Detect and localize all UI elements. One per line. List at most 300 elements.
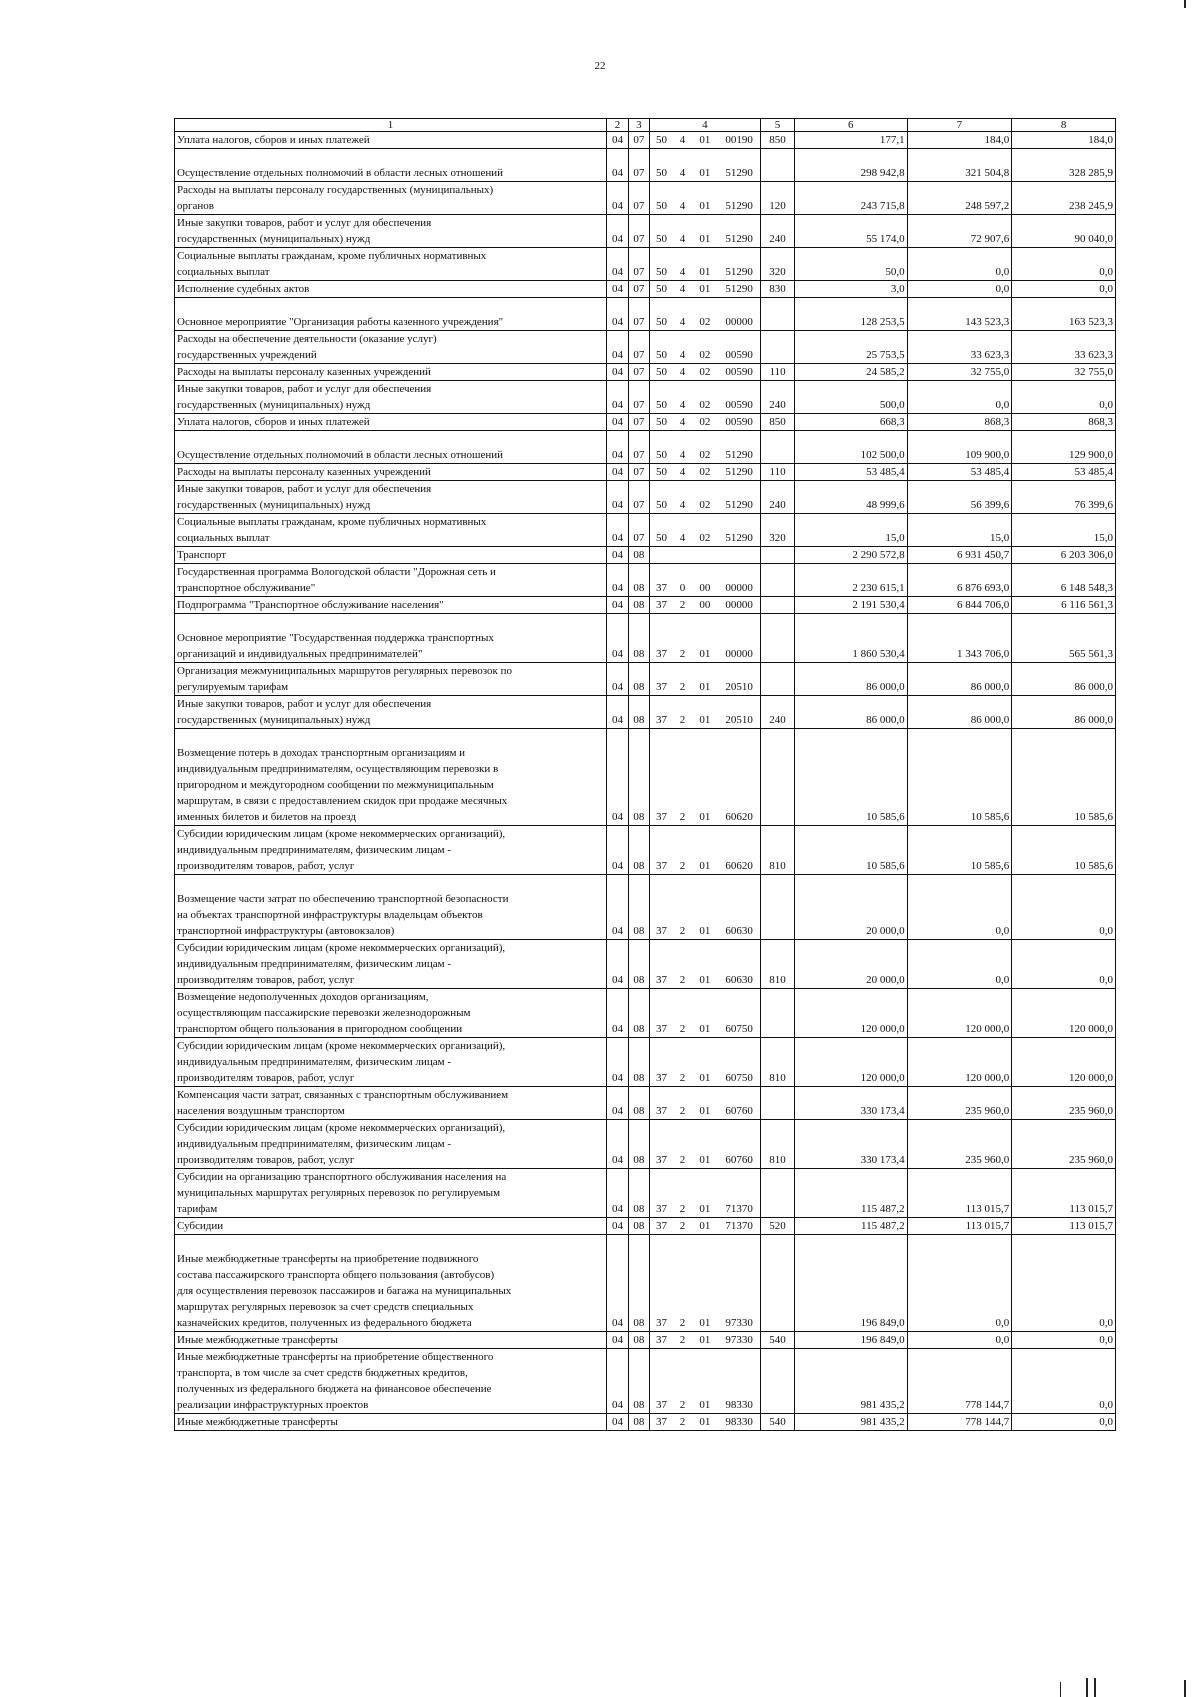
header-col-7: 7 bbox=[907, 119, 1012, 132]
section-code: 08 bbox=[629, 564, 649, 597]
amount-col-7: 113 015,7 bbox=[907, 1218, 1012, 1235]
direction-code: 60750 bbox=[718, 989, 761, 1038]
ministry-code: 04 bbox=[606, 364, 628, 381]
section-code: 08 bbox=[629, 1332, 649, 1349]
expense-name: Возмещение потерь в доходах транспортным организациям и индивидуальным предпринимателям, осуществляющим перевозки в пригородном и междугородном сообщении по межмуниципальным маршрутам, в связи с предоставлением скидок при продаже месячных именных билетов и билетов на проезд bbox=[175, 729, 607, 826]
subprogram-code: 4 bbox=[673, 182, 691, 215]
section-code: 07 bbox=[629, 364, 649, 381]
amount-col-8: 0,0 bbox=[1012, 940, 1116, 989]
amount-col-6: 120 000,0 bbox=[794, 1038, 907, 1087]
section-code: 07 bbox=[629, 331, 649, 364]
amount-col-7: 0,0 bbox=[907, 1235, 1012, 1332]
amount-col-7: 778 144,7 bbox=[907, 1349, 1012, 1414]
subprogram-code: 4 bbox=[673, 364, 691, 381]
amount-col-6: 500,0 bbox=[794, 381, 907, 414]
section-code: 07 bbox=[629, 481, 649, 514]
amount-col-6: 55 174,0 bbox=[794, 215, 907, 248]
program-code: 50 bbox=[649, 132, 673, 149]
table-row bbox=[175, 1349, 1116, 1414]
event-code: 01 bbox=[692, 1218, 718, 1235]
table-row bbox=[175, 464, 1116, 481]
program-code: 37 bbox=[649, 1218, 673, 1235]
section-code: 08 bbox=[629, 989, 649, 1038]
section-code: 08 bbox=[629, 826, 649, 875]
expense-name: Основное мероприятие "Государственная поддержка транспортных организаций и индивидуальных предпринимателей" bbox=[175, 614, 607, 663]
table-row bbox=[175, 414, 1116, 431]
program-code: 50 bbox=[649, 381, 673, 414]
event-code: 02 bbox=[692, 381, 718, 414]
amount-col-8: 0,0 bbox=[1012, 381, 1116, 414]
table-row bbox=[175, 182, 1116, 215]
amount-col-6: 128 253,5 bbox=[794, 298, 907, 331]
program-code: 50 bbox=[649, 364, 673, 381]
direction-code: 60630 bbox=[718, 875, 761, 940]
expense-type-code: 810 bbox=[761, 826, 795, 875]
direction-code: 00590 bbox=[718, 414, 761, 431]
program-code bbox=[649, 547, 673, 564]
amount-col-6: 20 000,0 bbox=[794, 940, 907, 989]
amount-col-6: 15,0 bbox=[794, 514, 907, 547]
amount-col-7: 235 960,0 bbox=[907, 1087, 1012, 1120]
subprogram-code: 4 bbox=[673, 215, 691, 248]
expense-type-code bbox=[761, 431, 795, 464]
ministry-code: 04 bbox=[606, 1087, 628, 1120]
expense-name: Расходы на выплаты персоналу казенных учреждений bbox=[175, 464, 607, 481]
amount-col-8: 235 960,0 bbox=[1012, 1087, 1116, 1120]
amount-col-6: 2 290 572,8 bbox=[794, 547, 907, 564]
subprogram-code: 4 bbox=[673, 132, 691, 149]
expense-type-code bbox=[761, 149, 795, 182]
expense-type-code: 110 bbox=[761, 364, 795, 381]
ministry-code: 04 bbox=[606, 663, 628, 696]
section-code: 07 bbox=[629, 414, 649, 431]
ministry-code: 04 bbox=[606, 547, 628, 564]
subprogram-code: 4 bbox=[673, 414, 691, 431]
amount-col-6: 102 500,0 bbox=[794, 431, 907, 464]
direction-code: 98330 bbox=[718, 1414, 761, 1431]
subprogram-code: 2 bbox=[673, 1169, 691, 1218]
ministry-code: 04 bbox=[606, 182, 628, 215]
expense-name: Уплата налогов, сборов и иных платежей bbox=[175, 414, 607, 431]
subprogram-code: 4 bbox=[673, 281, 691, 298]
amount-col-6: 10 585,6 bbox=[794, 826, 907, 875]
expense-name: Иные закупки товаров, работ и услуг для обеспечения государственных (муниципальных) нужд bbox=[175, 696, 607, 729]
amount-col-6: 115 487,2 bbox=[794, 1218, 907, 1235]
expense-name: Субсидии юридическим лицам (кроме некоммерческих организаций), индивидуальным предпринимателям, физическим лицам - производителям товаров, работ, услуг bbox=[175, 1038, 607, 1087]
expense-name: Иные межбюджетные трансферты на приобретение общественного транспорта, в том числе за счет средств бюджетных кредитов, полученных из федерального бюджета на финансовое обеспечение реализации инфраструктурных проектов bbox=[175, 1349, 607, 1414]
program-code: 37 bbox=[649, 1169, 673, 1218]
subprogram-code: 4 bbox=[673, 248, 691, 281]
scan-mark-bottom bbox=[1086, 1678, 1088, 1697]
amount-col-7: 6 876 693,0 bbox=[907, 564, 1012, 597]
amount-col-8: 113 015,7 bbox=[1012, 1169, 1116, 1218]
expense-type-code: 810 bbox=[761, 1038, 795, 1087]
expense-type-code bbox=[761, 1235, 795, 1332]
direction-code: 51290 bbox=[718, 248, 761, 281]
event-code: 01 bbox=[692, 826, 718, 875]
program-code: 37 bbox=[649, 597, 673, 614]
amount-col-8: 113 015,7 bbox=[1012, 1218, 1116, 1235]
ministry-code: 04 bbox=[606, 464, 628, 481]
section-code: 08 bbox=[629, 875, 649, 940]
table-row bbox=[175, 331, 1116, 364]
section-code: 08 bbox=[629, 614, 649, 663]
expense-type-code: 240 bbox=[761, 696, 795, 729]
expense-type-code bbox=[761, 1349, 795, 1414]
direction-code: 00190 bbox=[718, 132, 761, 149]
amount-col-7: 10 585,6 bbox=[907, 826, 1012, 875]
amount-col-7: 120 000,0 bbox=[907, 989, 1012, 1038]
section-code: 08 bbox=[629, 1218, 649, 1235]
subprogram-code: 4 bbox=[673, 514, 691, 547]
subprogram-code: 2 bbox=[673, 1414, 691, 1431]
expense-name: Иные межбюджетные трансферты bbox=[175, 1414, 607, 1431]
expense-name: Государственная программа Вологодской области "Дорожная сеть и транспортное обслуживание" bbox=[175, 564, 607, 597]
event-code: 02 bbox=[692, 331, 718, 364]
expense-name: Возмещение недополученных доходов организациям, осуществляющим пассажирские перевозки железнодорожным транспортом общего пользования в пригородном сообщении bbox=[175, 989, 607, 1038]
expense-name: Исполнение судебных актов bbox=[175, 281, 607, 298]
amount-col-6: 243 715,8 bbox=[794, 182, 907, 215]
amount-col-8: 76 399,6 bbox=[1012, 481, 1116, 514]
amount-col-7: 32 755,0 bbox=[907, 364, 1012, 381]
ministry-code: 04 bbox=[606, 331, 628, 364]
event-code: 02 bbox=[692, 298, 718, 331]
direction-code: 00000 bbox=[718, 597, 761, 614]
program-code: 37 bbox=[649, 826, 673, 875]
section-code: 08 bbox=[629, 1349, 649, 1414]
program-code: 37 bbox=[649, 729, 673, 826]
amount-col-7: 0,0 bbox=[907, 875, 1012, 940]
section-code: 08 bbox=[629, 1235, 649, 1332]
subprogram-code: 4 bbox=[673, 331, 691, 364]
ministry-code: 04 bbox=[606, 696, 628, 729]
subprogram-code: 2 bbox=[673, 1218, 691, 1235]
event-code: 01 bbox=[692, 1087, 718, 1120]
direction-code: 60630 bbox=[718, 940, 761, 989]
subprogram-code: 2 bbox=[673, 940, 691, 989]
amount-col-8: 53 485,4 bbox=[1012, 464, 1116, 481]
header-col-2: 2 bbox=[606, 119, 628, 132]
direction-code: 00590 bbox=[718, 364, 761, 381]
amount-col-7: 109 900,0 bbox=[907, 431, 1012, 464]
section-code: 07 bbox=[629, 248, 649, 281]
direction-code: 00000 bbox=[718, 614, 761, 663]
expense-name: Расходы на выплаты персоналу государственных (муниципальных) органов bbox=[175, 182, 607, 215]
expense-type-code: 540 bbox=[761, 1414, 795, 1431]
amount-col-8: 6 203 306,0 bbox=[1012, 547, 1116, 564]
expense-name: Подпрограмма "Транспортное обслуживание населения" bbox=[175, 597, 607, 614]
expense-type-code: 810 bbox=[761, 940, 795, 989]
event-code: 01 bbox=[692, 215, 718, 248]
amount-col-8: 328 285,9 bbox=[1012, 149, 1116, 182]
amount-col-6: 196 849,0 bbox=[794, 1332, 907, 1349]
event-code: 01 bbox=[692, 940, 718, 989]
amount-col-7: 6 844 706,0 bbox=[907, 597, 1012, 614]
expense-type-code: 320 bbox=[761, 514, 795, 547]
header-col-3: 3 bbox=[629, 119, 649, 132]
direction-code: 98330 bbox=[718, 1349, 761, 1414]
ministry-code: 04 bbox=[606, 431, 628, 464]
amount-col-7: 15,0 bbox=[907, 514, 1012, 547]
amount-col-7: 120 000,0 bbox=[907, 1038, 1012, 1087]
amount-col-8: 86 000,0 bbox=[1012, 663, 1116, 696]
program-code: 50 bbox=[649, 514, 673, 547]
ministry-code: 04 bbox=[606, 248, 628, 281]
expense-type-code: 540 bbox=[761, 1332, 795, 1349]
program-code: 37 bbox=[649, 1332, 673, 1349]
expense-type-code: 240 bbox=[761, 481, 795, 514]
amount-col-8: 15,0 bbox=[1012, 514, 1116, 547]
amount-col-8: 0,0 bbox=[1012, 875, 1116, 940]
section-code: 08 bbox=[629, 1038, 649, 1087]
section-code: 07 bbox=[629, 132, 649, 149]
program-code: 50 bbox=[649, 331, 673, 364]
expense-type-code bbox=[761, 298, 795, 331]
amount-col-7: 72 907,6 bbox=[907, 215, 1012, 248]
expense-type-code: 520 bbox=[761, 1218, 795, 1235]
table-body bbox=[175, 132, 1116, 1431]
amount-col-7: 778 144,7 bbox=[907, 1414, 1012, 1431]
expense-type-code bbox=[761, 1169, 795, 1218]
expense-name: Расходы на выплаты персоналу казенных учреждений bbox=[175, 364, 607, 381]
direction-code: 51290 bbox=[718, 281, 761, 298]
expense-type-code bbox=[761, 875, 795, 940]
table-row bbox=[175, 1332, 1116, 1349]
expense-name: Субсидии на организацию транспортного обслуживания населения на муниципальных маршрутах регулярных перевозок по регулируемым тарифам bbox=[175, 1169, 607, 1218]
expense-type-code bbox=[761, 989, 795, 1038]
amount-col-6: 25 753,5 bbox=[794, 331, 907, 364]
ministry-code: 04 bbox=[606, 564, 628, 597]
amount-col-6: 24 585,2 bbox=[794, 364, 907, 381]
scan-mark-bottom bbox=[1184, 1680, 1186, 1697]
amount-col-7: 143 523,3 bbox=[907, 298, 1012, 331]
direction-code: 00000 bbox=[718, 298, 761, 331]
amount-col-8: 0,0 bbox=[1012, 1414, 1116, 1431]
amount-col-6: 10 585,6 bbox=[794, 729, 907, 826]
direction-code bbox=[718, 547, 761, 564]
section-code: 07 bbox=[629, 281, 649, 298]
expense-type-code bbox=[761, 614, 795, 663]
program-code: 50 bbox=[649, 182, 673, 215]
amount-col-8: 235 960,0 bbox=[1012, 1120, 1116, 1169]
amount-col-7: 184,0 bbox=[907, 132, 1012, 149]
event-code: 01 bbox=[692, 149, 718, 182]
ministry-code: 04 bbox=[606, 875, 628, 940]
direction-code: 51290 bbox=[718, 464, 761, 481]
expense-name: Возмещение части затрат по обеспечению транспортной безопасности на объектах транспортной инфраструктуры владельцам объектов транспортной инфраструктуры (автовокзалов) bbox=[175, 875, 607, 940]
expense-name: Субсидии юридическим лицам (кроме некоммерческих организаций), индивидуальным предпринимателям, физическим лицам - производителям товаров, работ, услуг bbox=[175, 940, 607, 989]
header-col-1: 1 bbox=[175, 119, 607, 132]
subprogram-code: 2 bbox=[673, 729, 691, 826]
direction-code: 97330 bbox=[718, 1332, 761, 1349]
subprogram-code: 2 bbox=[673, 597, 691, 614]
expense-type-code bbox=[761, 331, 795, 364]
expense-name: Социальные выплаты гражданам, кроме публичных нормативных социальных выплат bbox=[175, 514, 607, 547]
table-row bbox=[175, 364, 1116, 381]
table-row bbox=[175, 564, 1116, 597]
amount-col-8: 0,0 bbox=[1012, 1349, 1116, 1414]
program-code: 37 bbox=[649, 1349, 673, 1414]
event-code: 01 bbox=[692, 875, 718, 940]
amount-col-8: 0,0 bbox=[1012, 248, 1116, 281]
program-code: 37 bbox=[649, 940, 673, 989]
direction-code: 51290 bbox=[718, 514, 761, 547]
amount-col-7: 1 343 706,0 bbox=[907, 614, 1012, 663]
table-row bbox=[175, 875, 1116, 940]
event-code: 01 bbox=[692, 696, 718, 729]
expense-name: Осуществление отдельных полномочий в области лесных отношений bbox=[175, 149, 607, 182]
expense-name: Основное мероприятие "Организация работы казенного учреждения" bbox=[175, 298, 607, 331]
amount-col-7: 235 960,0 bbox=[907, 1120, 1012, 1169]
expense-type-code: 240 bbox=[761, 215, 795, 248]
amount-col-8: 163 523,3 bbox=[1012, 298, 1116, 331]
ministry-code: 04 bbox=[606, 597, 628, 614]
section-code: 08 bbox=[629, 729, 649, 826]
amount-col-6: 20 000,0 bbox=[794, 875, 907, 940]
table-row bbox=[175, 1087, 1116, 1120]
scan-mark-bottom bbox=[1060, 1682, 1061, 1697]
section-code: 07 bbox=[629, 149, 649, 182]
section-code: 07 bbox=[629, 215, 649, 248]
table-row bbox=[175, 1235, 1116, 1332]
amount-col-8: 120 000,0 bbox=[1012, 989, 1116, 1038]
event-code: 01 bbox=[692, 614, 718, 663]
ministry-code: 04 bbox=[606, 298, 628, 331]
event-code: 01 bbox=[692, 1120, 718, 1169]
subprogram-code bbox=[673, 547, 691, 564]
amount-col-6: 115 487,2 bbox=[794, 1169, 907, 1218]
subprogram-code: 2 bbox=[673, 826, 691, 875]
amount-col-6: 196 849,0 bbox=[794, 1235, 907, 1332]
expense-type-code: 830 bbox=[761, 281, 795, 298]
event-code: 01 bbox=[692, 248, 718, 281]
table-row bbox=[175, 481, 1116, 514]
amount-col-7: 321 504,8 bbox=[907, 149, 1012, 182]
header-row bbox=[175, 119, 1116, 132]
direction-code: 20510 bbox=[718, 696, 761, 729]
section-code: 07 bbox=[629, 464, 649, 481]
amount-col-7: 0,0 bbox=[907, 381, 1012, 414]
subprogram-code: 2 bbox=[673, 614, 691, 663]
ministry-code: 04 bbox=[606, 414, 628, 431]
section-code: 08 bbox=[629, 547, 649, 564]
ministry-code: 04 bbox=[606, 281, 628, 298]
section-code: 07 bbox=[629, 431, 649, 464]
ministry-code: 04 bbox=[606, 614, 628, 663]
event-code: 00 bbox=[692, 597, 718, 614]
ministry-code: 04 bbox=[606, 381, 628, 414]
table-row bbox=[175, 940, 1116, 989]
amount-col-8: 120 000,0 bbox=[1012, 1038, 1116, 1087]
direction-code: 60760 bbox=[718, 1087, 761, 1120]
program-code: 37 bbox=[649, 1120, 673, 1169]
expense-type-code: 850 bbox=[761, 414, 795, 431]
program-code: 50 bbox=[649, 464, 673, 481]
amount-col-7: 86 000,0 bbox=[907, 696, 1012, 729]
amount-col-8: 0,0 bbox=[1012, 1235, 1116, 1332]
event-code: 02 bbox=[692, 364, 718, 381]
event-code: 01 bbox=[692, 182, 718, 215]
program-code: 50 bbox=[649, 215, 673, 248]
amount-col-6: 50,0 bbox=[794, 248, 907, 281]
table-row bbox=[175, 1414, 1116, 1431]
ministry-code: 04 bbox=[606, 729, 628, 826]
direction-code: 51290 bbox=[718, 215, 761, 248]
expense-type-code: 110 bbox=[761, 464, 795, 481]
amount-col-7: 868,3 bbox=[907, 414, 1012, 431]
section-code: 07 bbox=[629, 381, 649, 414]
program-code: 37 bbox=[649, 1087, 673, 1120]
amount-col-8: 238 245,9 bbox=[1012, 182, 1116, 215]
section-code: 08 bbox=[629, 663, 649, 696]
program-code: 37 bbox=[649, 1414, 673, 1431]
subprogram-code: 2 bbox=[673, 875, 691, 940]
ministry-code: 04 bbox=[606, 989, 628, 1038]
event-code: 01 bbox=[692, 663, 718, 696]
section-code: 08 bbox=[629, 597, 649, 614]
program-code: 50 bbox=[649, 281, 673, 298]
event-code: 02 bbox=[692, 431, 718, 464]
table-row bbox=[175, 1120, 1116, 1169]
amount-col-6: 86 000,0 bbox=[794, 663, 907, 696]
direction-code: 60760 bbox=[718, 1120, 761, 1169]
table-row bbox=[175, 547, 1116, 564]
ministry-code: 04 bbox=[606, 1169, 628, 1218]
table-row bbox=[175, 614, 1116, 663]
event-code: 02 bbox=[692, 481, 718, 514]
ministry-code: 04 bbox=[606, 1332, 628, 1349]
program-code: 37 bbox=[649, 663, 673, 696]
amount-col-8: 10 585,6 bbox=[1012, 729, 1116, 826]
expense-type-code: 320 bbox=[761, 248, 795, 281]
amount-col-8: 184,0 bbox=[1012, 132, 1116, 149]
event-code: 01 bbox=[692, 1349, 718, 1414]
direction-code: 71370 bbox=[718, 1218, 761, 1235]
table-row bbox=[175, 696, 1116, 729]
expense-name: Осуществление отдельных полномочий в области лесных отношений bbox=[175, 431, 607, 464]
section-code: 08 bbox=[629, 1120, 649, 1169]
subprogram-code: 2 bbox=[673, 1235, 691, 1332]
subprogram-code: 4 bbox=[673, 481, 691, 514]
amount-col-8: 0,0 bbox=[1012, 1332, 1116, 1349]
program-code: 37 bbox=[649, 1235, 673, 1332]
amount-col-6: 330 173,4 bbox=[794, 1120, 907, 1169]
ministry-code: 04 bbox=[606, 514, 628, 547]
program-code: 37 bbox=[649, 989, 673, 1038]
direction-code: 51290 bbox=[718, 481, 761, 514]
amount-col-6: 668,3 bbox=[794, 414, 907, 431]
event-code bbox=[692, 547, 718, 564]
amount-col-6: 298 942,8 bbox=[794, 149, 907, 182]
expense-name: Иные закупки товаров, работ и услуг для обеспечения государственных (муниципальных) нужд bbox=[175, 381, 607, 414]
header-col-4: 4 bbox=[649, 119, 761, 132]
amount-col-8: 90 040,0 bbox=[1012, 215, 1116, 248]
subprogram-code: 2 bbox=[673, 696, 691, 729]
section-code: 07 bbox=[629, 298, 649, 331]
program-code: 37 bbox=[649, 875, 673, 940]
amount-col-8: 129 900,0 bbox=[1012, 431, 1116, 464]
amount-col-8: 33 623,3 bbox=[1012, 331, 1116, 364]
ministry-code: 04 bbox=[606, 1235, 628, 1332]
expense-name: Уплата налогов, сборов и иных платежей bbox=[175, 132, 607, 149]
direction-code: 97330 bbox=[718, 1235, 761, 1332]
expense-type-code bbox=[761, 564, 795, 597]
program-code: 50 bbox=[649, 149, 673, 182]
table-row bbox=[175, 132, 1116, 149]
table-row bbox=[175, 663, 1116, 696]
scan-mark-top bbox=[1184, 0, 1186, 8]
ministry-code: 04 bbox=[606, 1218, 628, 1235]
